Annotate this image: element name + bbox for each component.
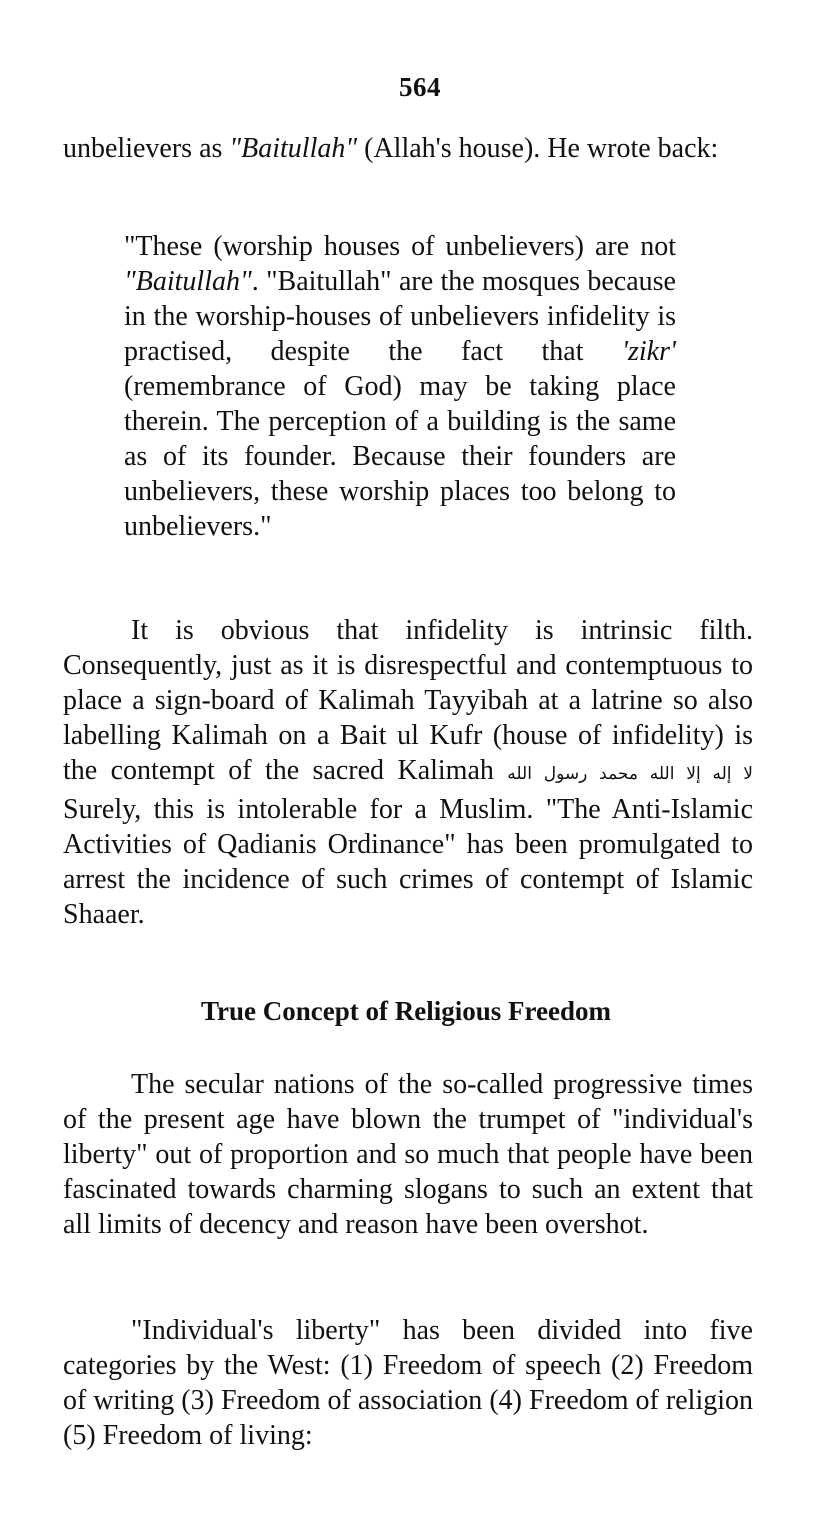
intro-term-baitullah: "Baitullah" [229, 133, 358, 164]
intro-text-end: (Allah's house). He wrote back: [357, 133, 719, 164]
infidelity-paragraph [63, 613, 753, 932]
intro-paragraph [63, 131, 753, 166]
block-quote [124, 229, 676, 544]
quote-term-baitullah: "Baitullah" [124, 266, 252, 297]
secular-paragraph: The secular nations of the so-called progressive times of the present age have blown the trumpet of "individual's liberty" out of proportion and so much that people have been fascinated towards charming slogans to such an extent that all limits of decency and reason have been overshot. [63, 1069, 753, 1240]
arabic-kalimah: لا إله إلا الله محمد رسول الله [507, 764, 753, 784]
quote-text-2: . "Baitullah" are the mosques because in the worship-houses of unbelievers infidelity is practised, despite the fact that [124, 266, 676, 367]
quote-text-1: "These (worship houses of unbelievers) are not [124, 231, 676, 262]
intro-text-start: unbelievers as [63, 133, 230, 164]
page-number: 564 [399, 72, 441, 102]
quote-text-3: (remembrance of God) may be taking place therein. The perception of a building is the same as of its founder. Because their founders are unbelievers, these worship places too belong to unbelievers." [124, 371, 676, 542]
quote-term-zikr: 'zikr' [622, 336, 676, 367]
infidelity-text-1: It is obvious that infidelity is intrinsic filth. Consequently, just as it is disrespectful and contemptuous to place a sign-board of Kalimah Tayyibah at a latrine so also labelling Kalimah on a Bait ul Kufr (house of infidelity) is the contempt of the sacred Kalimah [63, 615, 753, 786]
section-heading: True Concept of Religious Freedom [201, 996, 611, 1026]
liberty-paragraph: "Individual's liberty" has been divided into five categories by the West: (1) Freedom of speech (2) Freedom of writing (3) Freedom of association (4) Freedom of religion (5) Freedom of living: [63, 1315, 753, 1451]
infidelity-text-2: Surely, this is intolerable for a Muslim. "The Anti-Islamic Activities of Qadianis Ordinance" has been promulgated to arrest the incidence of such crimes of contempt of Islamic Shaaer. [63, 794, 753, 930]
